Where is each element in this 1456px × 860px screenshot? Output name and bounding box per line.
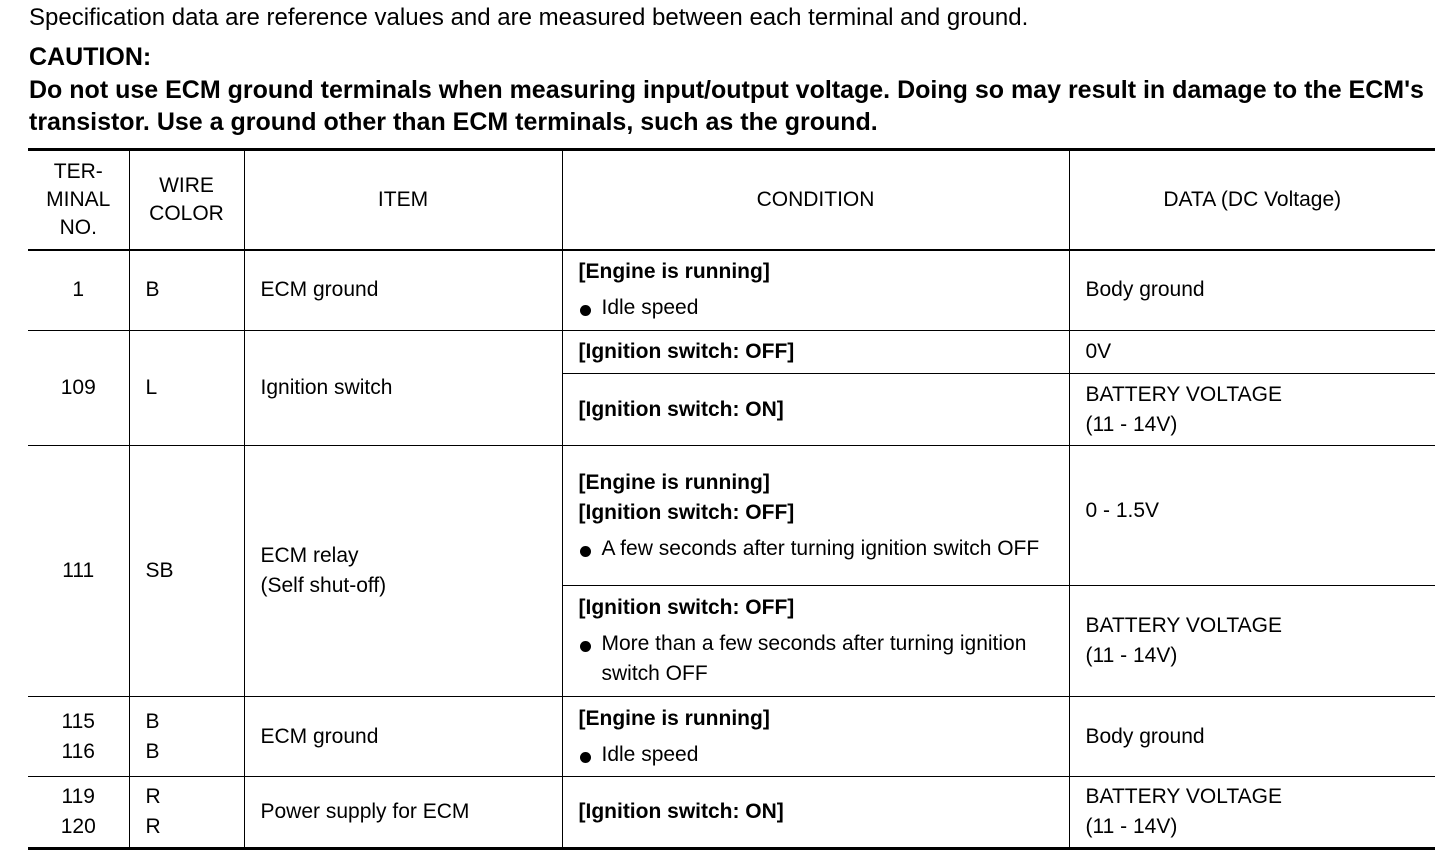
item-cell: ECM ground (244, 250, 562, 331)
item-cell: Power supply for ECM (244, 777, 562, 849)
header-wire-color (129, 150, 244, 250)
condition-heading: [Ignition switch: OFF] (578, 340, 795, 363)
condition-cell (562, 446, 1069, 586)
condition-bullet: More than a few seconds after turning ignition switch OFF (579, 629, 1053, 689)
wire-color-cell (129, 777, 244, 849)
condition-heading: [Ignition switch: OFF] (578, 500, 795, 524)
caution-body: Do not use ECM ground terminals when measuring input/output voltage. Doing so may result in damage to the ECM's transistor. Use a ground other than ECM terminals, such as the ground. (29, 76, 1424, 136)
condition-heading: [Engine is running] (578, 470, 770, 494)
item-line: ECM relay (260, 544, 359, 567)
item-cell (244, 446, 562, 697)
condition-heading: [Ignition switch: OFF] (578, 596, 795, 619)
item-cell: Ignition switch (244, 331, 562, 446)
wire-line: R (145, 785, 161, 808)
header-line: COLOR (149, 201, 224, 225)
data-cell: Body ground (1069, 697, 1435, 777)
terminal-line: 116 (61, 739, 95, 763)
wire-line: R (145, 815, 161, 838)
wire-color-cell: B (129, 250, 244, 331)
header-line: NO. (59, 215, 97, 239)
header-line: MINAL (46, 187, 111, 211)
data-line: (11 - 14V) (1085, 815, 1178, 838)
wire-color-cell: SB (129, 446, 244, 697)
condition-heading: [Engine is running] (578, 706, 770, 730)
terminal-line: 120 (60, 815, 96, 838)
wire-line: B (145, 709, 160, 733)
terminal-cell: 109 (28, 331, 129, 446)
header-terminal-no (28, 150, 129, 250)
header-item: ITEM (244, 150, 562, 250)
condition-bullet: Idle speed (579, 740, 1053, 770)
terminal-spec-table (28, 148, 1435, 850)
terminal-cell (28, 697, 129, 777)
terminal-cell: 111 (28, 446, 129, 697)
condition-cell (562, 331, 1069, 374)
data-cell (1069, 374, 1435, 446)
condition-heading: [Ignition switch: ON] (578, 800, 784, 823)
data-line: BATTERY VOLTAGE (1085, 382, 1282, 406)
condition-cell (562, 586, 1069, 697)
wire-line: B (145, 739, 160, 763)
table-row (28, 777, 1435, 849)
header-line: TER- (53, 159, 103, 183)
condition-bullet: A few seconds after turning ignition switch OFF (579, 534, 1053, 564)
condition-cell (562, 374, 1069, 446)
data-line: BATTERY VOLTAGE (1085, 785, 1282, 808)
condition-cell (562, 777, 1069, 849)
data-line: (11 - 14V) (1085, 412, 1178, 436)
data-cell: 0V (1069, 331, 1435, 374)
condition-cell (562, 697, 1069, 777)
table-row (28, 250, 1435, 331)
table-row (28, 446, 1435, 586)
table-row (28, 697, 1435, 777)
terminal-cell (28, 777, 129, 849)
data-line: (11 - 14V) (1085, 644, 1178, 667)
terminal-cell: 1 (28, 250, 129, 331)
wire-color-cell: L (129, 331, 244, 446)
data-line: BATTERY VOLTAGE (1085, 614, 1282, 637)
header-condition: CONDITION (562, 150, 1069, 250)
item-cell: ECM ground (244, 697, 562, 777)
item-line: (Self shut-off) (260, 574, 387, 597)
terminal-line: 119 (61, 785, 95, 808)
wire-color-cell (129, 697, 244, 777)
intro-text: Specification data are reference values and are measured between each terminal and ground. (29, 4, 1029, 31)
data-cell (1069, 586, 1435, 697)
condition-bullet: Idle speed (579, 293, 1053, 323)
data-cell: 0 - 1.5V (1069, 446, 1435, 586)
data-cell (1069, 777, 1435, 849)
header-data: DATA (DC Voltage) (1069, 150, 1435, 250)
table-row (28, 331, 1435, 374)
condition-cell (562, 250, 1069, 331)
caution-title: CAUTION: (29, 43, 152, 71)
header-line: WIRE (159, 173, 214, 197)
condition-heading: [Ignition switch: ON] (578, 397, 784, 421)
terminal-line: 115 (61, 709, 95, 733)
data-cell: Body ground (1069, 250, 1435, 331)
condition-heading: [Engine is running] (578, 260, 770, 284)
table-header-row (28, 150, 1435, 250)
